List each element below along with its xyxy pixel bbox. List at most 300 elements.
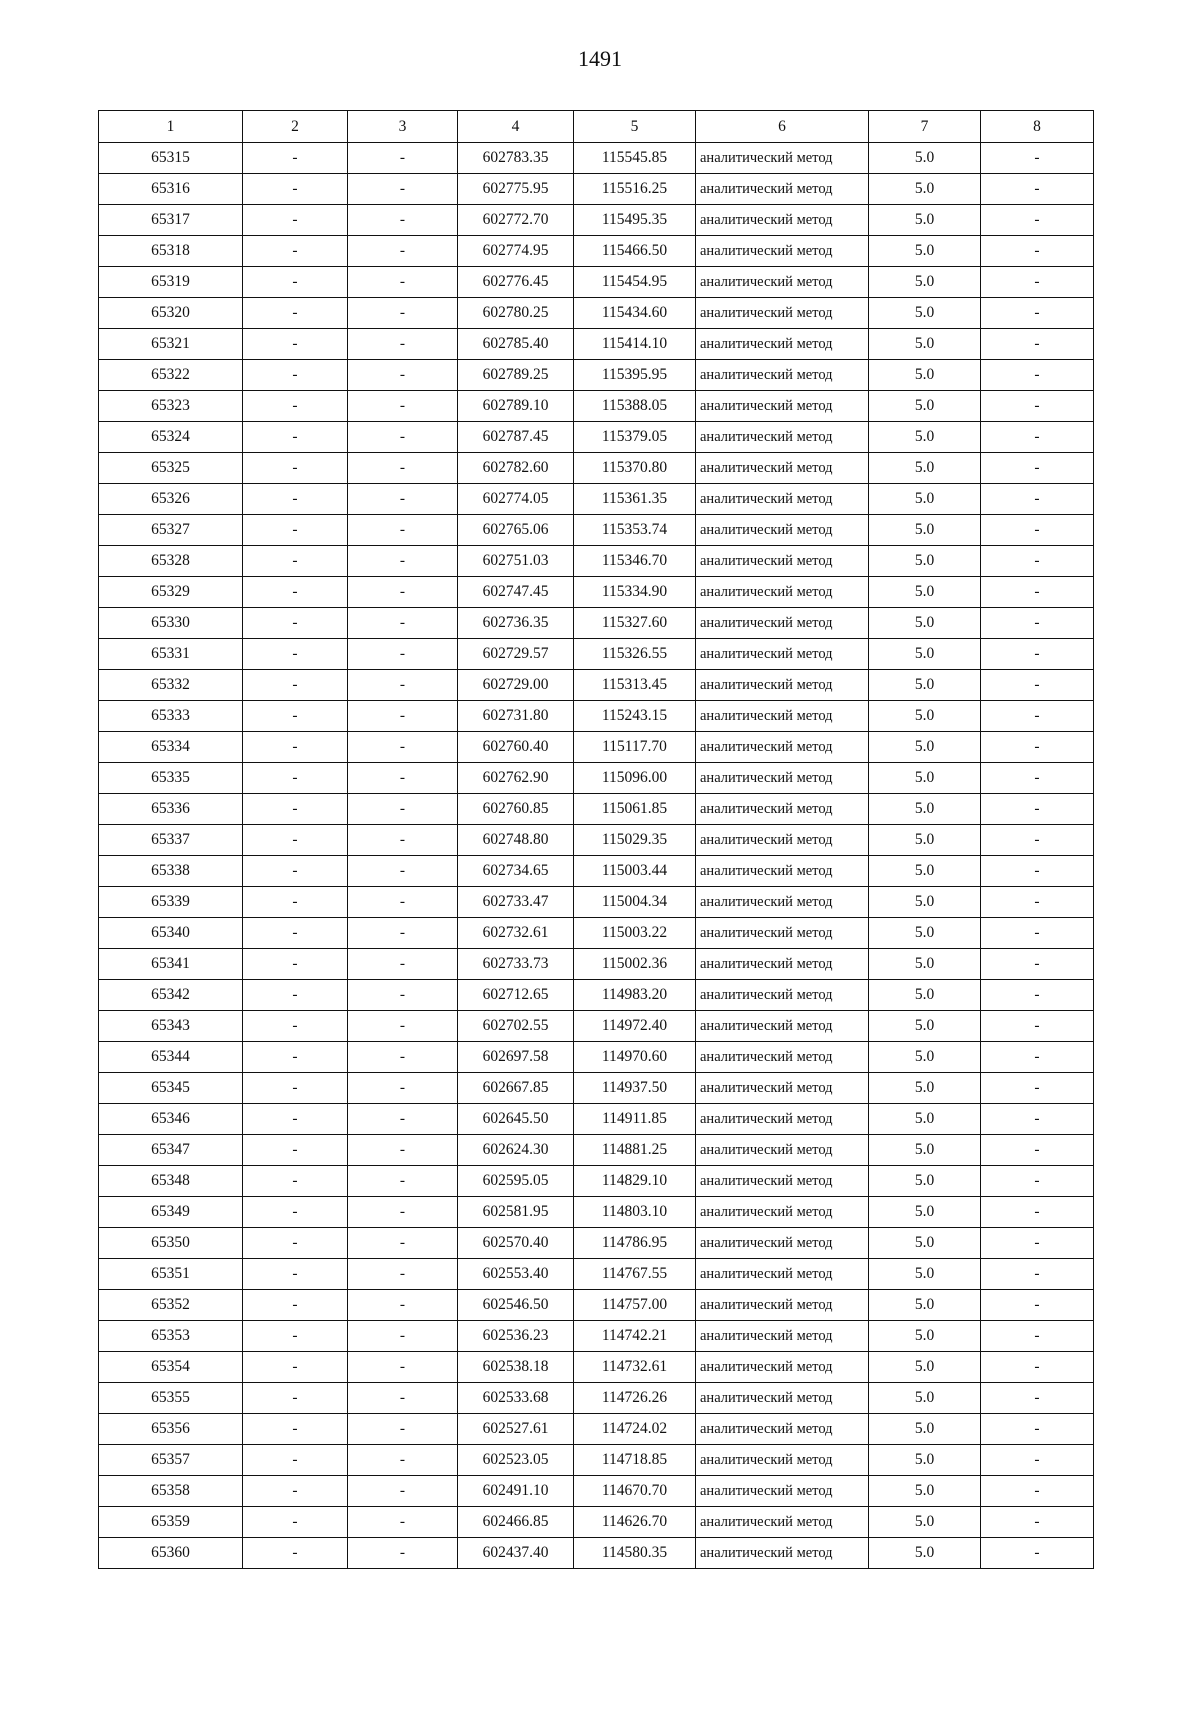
cell-column-8-value: - bbox=[981, 1259, 1094, 1290]
cell-x-coordinate: 602570.40 bbox=[458, 1228, 574, 1259]
cell-column-2-value: - bbox=[243, 1104, 348, 1135]
cell-y-coordinate: 114742.21 bbox=[574, 1321, 696, 1352]
cell-column-3-value: - bbox=[348, 1042, 458, 1073]
cell-column-2-value: - bbox=[243, 329, 348, 360]
cell-point-number: 65336 bbox=[99, 794, 243, 825]
cell-column-3-value: - bbox=[348, 143, 458, 174]
column-header-8: 8 bbox=[981, 111, 1094, 143]
cell-column-8-value: - bbox=[981, 1414, 1094, 1445]
cell-accuracy: 5.0 bbox=[869, 1104, 981, 1135]
cell-y-coordinate: 114726.26 bbox=[574, 1383, 696, 1414]
cell-y-coordinate: 114670.70 bbox=[574, 1476, 696, 1507]
cell-x-coordinate: 602731.80 bbox=[458, 701, 574, 732]
cell-x-coordinate: 602760.40 bbox=[458, 732, 574, 763]
cell-method: аналитический метод bbox=[696, 205, 869, 236]
column-header-2: 2 bbox=[243, 111, 348, 143]
cell-accuracy: 5.0 bbox=[869, 143, 981, 174]
cell-accuracy: 5.0 bbox=[869, 608, 981, 639]
cell-method: аналитический метод bbox=[696, 1197, 869, 1228]
cell-method: аналитический метод bbox=[696, 267, 869, 298]
table-row bbox=[99, 453, 1094, 484]
cell-column-3-value: - bbox=[348, 980, 458, 1011]
cell-column-3-value: - bbox=[348, 763, 458, 794]
cell-y-coordinate: 115495.35 bbox=[574, 205, 696, 236]
cell-column-3-value: - bbox=[348, 701, 458, 732]
cell-x-coordinate: 602729.00 bbox=[458, 670, 574, 701]
cell-x-coordinate: 602780.25 bbox=[458, 298, 574, 329]
table-row bbox=[99, 546, 1094, 577]
cell-column-8-value: - bbox=[981, 1352, 1094, 1383]
cell-column-8-value: - bbox=[981, 329, 1094, 360]
cell-column-3-value: - bbox=[348, 329, 458, 360]
cell-column-2-value: - bbox=[243, 174, 348, 205]
cell-y-coordinate: 114803.10 bbox=[574, 1197, 696, 1228]
cell-column-2-value: - bbox=[243, 1476, 348, 1507]
cell-y-coordinate: 115327.60 bbox=[574, 608, 696, 639]
cell-y-coordinate: 115454.95 bbox=[574, 267, 696, 298]
cell-method: аналитический метод bbox=[696, 856, 869, 887]
cell-column-2-value: - bbox=[243, 422, 348, 453]
cell-y-coordinate: 115466.50 bbox=[574, 236, 696, 267]
cell-column-2-value: - bbox=[243, 887, 348, 918]
cell-column-2-value: - bbox=[243, 391, 348, 422]
cell-method: аналитический метод bbox=[696, 1042, 869, 1073]
cell-accuracy: 5.0 bbox=[869, 1228, 981, 1259]
cell-method: аналитический метод bbox=[696, 1352, 869, 1383]
cell-column-3-value: - bbox=[348, 422, 458, 453]
cell-column-2-value: - bbox=[243, 143, 348, 174]
cell-column-8-value: - bbox=[981, 577, 1094, 608]
table-row bbox=[99, 329, 1094, 360]
cell-point-number: 65348 bbox=[99, 1166, 243, 1197]
cell-accuracy: 5.0 bbox=[869, 949, 981, 980]
cell-point-number: 65334 bbox=[99, 732, 243, 763]
cell-x-coordinate: 602645.50 bbox=[458, 1104, 574, 1135]
table-row bbox=[99, 856, 1094, 887]
cell-column-2-value: - bbox=[243, 763, 348, 794]
cell-accuracy: 5.0 bbox=[869, 701, 981, 732]
table-header-row bbox=[99, 111, 1094, 143]
table-row bbox=[99, 1414, 1094, 1445]
cell-column-2-value: - bbox=[243, 577, 348, 608]
cell-column-2-value: - bbox=[243, 546, 348, 577]
cell-point-number: 65352 bbox=[99, 1290, 243, 1321]
cell-column-8-value: - bbox=[981, 1321, 1094, 1352]
cell-column-2-value: - bbox=[243, 670, 348, 701]
cell-column-2-value: - bbox=[243, 856, 348, 887]
cell-column-2-value: - bbox=[243, 1166, 348, 1197]
cell-y-coordinate: 115326.55 bbox=[574, 639, 696, 670]
cell-method: аналитический метод bbox=[696, 484, 869, 515]
cell-accuracy: 5.0 bbox=[869, 670, 981, 701]
cell-x-coordinate: 602774.95 bbox=[458, 236, 574, 267]
cell-x-coordinate: 602523.05 bbox=[458, 1445, 574, 1476]
cell-method: аналитический метод bbox=[696, 1135, 869, 1166]
cell-y-coordinate: 115395.95 bbox=[574, 360, 696, 391]
cell-y-coordinate: 115003.44 bbox=[574, 856, 696, 887]
cell-x-coordinate: 602527.61 bbox=[458, 1414, 574, 1445]
cell-column-8-value: - bbox=[981, 763, 1094, 794]
cell-y-coordinate: 115353.74 bbox=[574, 515, 696, 546]
cell-column-3-value: - bbox=[348, 732, 458, 763]
cell-column-8-value: - bbox=[981, 980, 1094, 1011]
cell-x-coordinate: 602785.40 bbox=[458, 329, 574, 360]
cell-column-3-value: - bbox=[348, 1507, 458, 1538]
cell-column-8-value: - bbox=[981, 484, 1094, 515]
cell-method: аналитический метод bbox=[696, 670, 869, 701]
cell-column-8-value: - bbox=[981, 515, 1094, 546]
cell-point-number: 65325 bbox=[99, 453, 243, 484]
table-row bbox=[99, 1042, 1094, 1073]
cell-column-8-value: - bbox=[981, 1135, 1094, 1166]
cell-column-3-value: - bbox=[348, 360, 458, 391]
cell-column-3-value: - bbox=[348, 298, 458, 329]
cell-method: аналитический метод bbox=[696, 1073, 869, 1104]
table-row bbox=[99, 205, 1094, 236]
cell-y-coordinate: 115003.22 bbox=[574, 918, 696, 949]
table-row bbox=[99, 1011, 1094, 1042]
cell-accuracy: 5.0 bbox=[869, 546, 981, 577]
cell-column-2-value: - bbox=[243, 1507, 348, 1538]
cell-column-8-value: - bbox=[981, 1507, 1094, 1538]
cell-method: аналитический метод bbox=[696, 236, 869, 267]
cell-column-2-value: - bbox=[243, 205, 348, 236]
cell-column-2-value: - bbox=[243, 1042, 348, 1073]
cell-x-coordinate: 602772.70 bbox=[458, 205, 574, 236]
cell-y-coordinate: 114937.50 bbox=[574, 1073, 696, 1104]
cell-point-number: 65330 bbox=[99, 608, 243, 639]
table-row bbox=[99, 1166, 1094, 1197]
table-row bbox=[99, 763, 1094, 794]
cell-accuracy: 5.0 bbox=[869, 1414, 981, 1445]
cell-column-3-value: - bbox=[348, 1135, 458, 1166]
cell-accuracy: 5.0 bbox=[869, 1321, 981, 1352]
cell-point-number: 65322 bbox=[99, 360, 243, 391]
cell-accuracy: 5.0 bbox=[869, 1197, 981, 1228]
cell-column-8-value: - bbox=[981, 794, 1094, 825]
cell-method: аналитический метод bbox=[696, 329, 869, 360]
cell-column-3-value: - bbox=[348, 1476, 458, 1507]
cell-column-8-value: - bbox=[981, 298, 1094, 329]
cell-point-number: 65323 bbox=[99, 391, 243, 422]
table-row bbox=[99, 484, 1094, 515]
cell-column-2-value: - bbox=[243, 1135, 348, 1166]
cell-column-8-value: - bbox=[981, 1445, 1094, 1476]
cell-column-2-value: - bbox=[243, 1445, 348, 1476]
table-row bbox=[99, 1538, 1094, 1569]
cell-column-3-value: - bbox=[348, 670, 458, 701]
cell-y-coordinate: 114911.85 bbox=[574, 1104, 696, 1135]
cell-accuracy: 5.0 bbox=[869, 1352, 981, 1383]
cell-column-3-value: - bbox=[348, 949, 458, 980]
cell-point-number: 65326 bbox=[99, 484, 243, 515]
cell-column-3-value: - bbox=[348, 1259, 458, 1290]
cell-x-coordinate: 602553.40 bbox=[458, 1259, 574, 1290]
cell-y-coordinate: 115029.35 bbox=[574, 825, 696, 856]
cell-accuracy: 5.0 bbox=[869, 515, 981, 546]
column-header-6: 6 bbox=[696, 111, 869, 143]
table-row bbox=[99, 360, 1094, 391]
table-row bbox=[99, 577, 1094, 608]
cell-method: аналитический метод bbox=[696, 608, 869, 639]
cell-column-8-value: - bbox=[981, 887, 1094, 918]
cell-accuracy: 5.0 bbox=[869, 360, 981, 391]
cell-column-8-value: - bbox=[981, 143, 1094, 174]
cell-column-3-value: - bbox=[348, 1445, 458, 1476]
cell-y-coordinate: 115379.05 bbox=[574, 422, 696, 453]
cell-x-coordinate: 602748.80 bbox=[458, 825, 574, 856]
cell-point-number: 65353 bbox=[99, 1321, 243, 1352]
cell-column-8-value: - bbox=[981, 174, 1094, 205]
cell-y-coordinate: 115313.45 bbox=[574, 670, 696, 701]
table-row bbox=[99, 918, 1094, 949]
cell-column-8-value: - bbox=[981, 360, 1094, 391]
cell-column-3-value: - bbox=[348, 267, 458, 298]
cell-column-3-value: - bbox=[348, 1352, 458, 1383]
cell-column-2-value: - bbox=[243, 267, 348, 298]
cell-point-number: 65321 bbox=[99, 329, 243, 360]
cell-column-2-value: - bbox=[243, 236, 348, 267]
cell-accuracy: 5.0 bbox=[869, 422, 981, 453]
cell-x-coordinate: 602789.25 bbox=[458, 360, 574, 391]
cell-column-8-value: - bbox=[981, 701, 1094, 732]
cell-point-number: 65350 bbox=[99, 1228, 243, 1259]
cell-column-8-value: - bbox=[981, 1383, 1094, 1414]
cell-y-coordinate: 115061.85 bbox=[574, 794, 696, 825]
cell-x-coordinate: 602789.10 bbox=[458, 391, 574, 422]
cell-column-3-value: - bbox=[348, 1197, 458, 1228]
cell-column-8-value: - bbox=[981, 856, 1094, 887]
cell-x-coordinate: 602536.23 bbox=[458, 1321, 574, 1352]
cell-column-3-value: - bbox=[348, 205, 458, 236]
cell-point-number: 65328 bbox=[99, 546, 243, 577]
column-header-4: 4 bbox=[458, 111, 574, 143]
cell-point-number: 65356 bbox=[99, 1414, 243, 1445]
cell-column-3-value: - bbox=[348, 887, 458, 918]
cell-column-8-value: - bbox=[981, 1290, 1094, 1321]
cell-x-coordinate: 602736.35 bbox=[458, 608, 574, 639]
cell-point-number: 65316 bbox=[99, 174, 243, 205]
cell-accuracy: 5.0 bbox=[869, 825, 981, 856]
table-row bbox=[99, 422, 1094, 453]
cell-column-8-value: - bbox=[981, 1538, 1094, 1569]
cell-column-2-value: - bbox=[243, 918, 348, 949]
table-row bbox=[99, 980, 1094, 1011]
cell-column-8-value: - bbox=[981, 453, 1094, 484]
cell-column-3-value: - bbox=[348, 918, 458, 949]
cell-x-coordinate: 602533.68 bbox=[458, 1383, 574, 1414]
cell-column-2-value: - bbox=[243, 1259, 348, 1290]
table-row bbox=[99, 1383, 1094, 1414]
cell-point-number: 65333 bbox=[99, 701, 243, 732]
cell-y-coordinate: 114972.40 bbox=[574, 1011, 696, 1042]
cell-column-8-value: - bbox=[981, 1104, 1094, 1135]
table-row bbox=[99, 608, 1094, 639]
cell-accuracy: 5.0 bbox=[869, 980, 981, 1011]
cell-y-coordinate: 115434.60 bbox=[574, 298, 696, 329]
cell-accuracy: 5.0 bbox=[869, 298, 981, 329]
cell-point-number: 65347 bbox=[99, 1135, 243, 1166]
table-row bbox=[99, 825, 1094, 856]
cell-y-coordinate: 114580.35 bbox=[574, 1538, 696, 1569]
cell-method: аналитический метод bbox=[696, 639, 869, 670]
cell-column-8-value: - bbox=[981, 918, 1094, 949]
cell-accuracy: 5.0 bbox=[869, 1135, 981, 1166]
cell-method: аналитический метод bbox=[696, 1538, 869, 1569]
cell-y-coordinate: 114983.20 bbox=[574, 980, 696, 1011]
cell-column-8-value: - bbox=[981, 670, 1094, 701]
cell-method: аналитический метод bbox=[696, 794, 869, 825]
cell-point-number: 65349 bbox=[99, 1197, 243, 1228]
table-row bbox=[99, 1507, 1094, 1538]
cell-column-8-value: - bbox=[981, 825, 1094, 856]
cell-x-coordinate: 602466.85 bbox=[458, 1507, 574, 1538]
cell-point-number: 65331 bbox=[99, 639, 243, 670]
cell-point-number: 65332 bbox=[99, 670, 243, 701]
cell-x-coordinate: 602697.58 bbox=[458, 1042, 574, 1073]
table-row bbox=[99, 732, 1094, 763]
cell-column-8-value: - bbox=[981, 236, 1094, 267]
column-header-7: 7 bbox=[869, 111, 981, 143]
cell-column-8-value: - bbox=[981, 1197, 1094, 1228]
cell-method: аналитический метод bbox=[696, 1166, 869, 1197]
cell-point-number: 65340 bbox=[99, 918, 243, 949]
cell-point-number: 65329 bbox=[99, 577, 243, 608]
cell-x-coordinate: 602437.40 bbox=[458, 1538, 574, 1569]
cell-point-number: 65341 bbox=[99, 949, 243, 980]
cell-method: аналитический метод bbox=[696, 825, 869, 856]
cell-column-3-value: - bbox=[348, 236, 458, 267]
cell-accuracy: 5.0 bbox=[869, 1166, 981, 1197]
cell-column-8-value: - bbox=[981, 1073, 1094, 1104]
table-row bbox=[99, 236, 1094, 267]
cell-y-coordinate: 115545.85 bbox=[574, 143, 696, 174]
table-row bbox=[99, 639, 1094, 670]
cell-x-coordinate: 602732.61 bbox=[458, 918, 574, 949]
cell-y-coordinate: 114786.95 bbox=[574, 1228, 696, 1259]
cell-column-2-value: - bbox=[243, 1414, 348, 1445]
cell-point-number: 65339 bbox=[99, 887, 243, 918]
cell-column-2-value: - bbox=[243, 1321, 348, 1352]
cell-method: аналитический метод bbox=[696, 174, 869, 205]
cell-accuracy: 5.0 bbox=[869, 732, 981, 763]
cell-column-3-value: - bbox=[348, 453, 458, 484]
table-row bbox=[99, 1476, 1094, 1507]
cell-accuracy: 5.0 bbox=[869, 484, 981, 515]
cell-accuracy: 5.0 bbox=[869, 1073, 981, 1104]
cell-column-3-value: - bbox=[348, 484, 458, 515]
cell-x-coordinate: 602782.60 bbox=[458, 453, 574, 484]
cell-accuracy: 5.0 bbox=[869, 1042, 981, 1073]
cell-method: аналитический метод bbox=[696, 1321, 869, 1352]
cell-y-coordinate: 114724.02 bbox=[574, 1414, 696, 1445]
table-row bbox=[99, 887, 1094, 918]
cell-column-3-value: - bbox=[348, 546, 458, 577]
cell-point-number: 65351 bbox=[99, 1259, 243, 1290]
cell-column-3-value: - bbox=[348, 1414, 458, 1445]
cell-y-coordinate: 115243.15 bbox=[574, 701, 696, 732]
table-row bbox=[99, 1228, 1094, 1259]
cell-method: аналитический метод bbox=[696, 918, 869, 949]
cell-x-coordinate: 602595.05 bbox=[458, 1166, 574, 1197]
cell-point-number: 65319 bbox=[99, 267, 243, 298]
cell-column-3-value: - bbox=[348, 1011, 458, 1042]
cell-column-3-value: - bbox=[348, 577, 458, 608]
cell-x-coordinate: 602546.50 bbox=[458, 1290, 574, 1321]
cell-point-number: 65318 bbox=[99, 236, 243, 267]
cell-accuracy: 5.0 bbox=[869, 453, 981, 484]
cell-column-2-value: - bbox=[243, 1352, 348, 1383]
cell-x-coordinate: 602776.45 bbox=[458, 267, 574, 298]
cell-y-coordinate: 115516.25 bbox=[574, 174, 696, 205]
cell-accuracy: 5.0 bbox=[869, 329, 981, 360]
cell-column-2-value: - bbox=[243, 484, 348, 515]
table-row bbox=[99, 949, 1094, 980]
cell-point-number: 65327 bbox=[99, 515, 243, 546]
cell-column-3-value: - bbox=[348, 794, 458, 825]
cell-method: аналитический метод bbox=[696, 887, 869, 918]
cell-column-3-value: - bbox=[348, 856, 458, 887]
cell-y-coordinate: 115346.70 bbox=[574, 546, 696, 577]
cell-method: аналитический метод bbox=[696, 1383, 869, 1414]
cell-column-8-value: - bbox=[981, 205, 1094, 236]
cell-column-3-value: - bbox=[348, 1073, 458, 1104]
cell-method: аналитический метод bbox=[696, 732, 869, 763]
cell-point-number: 65360 bbox=[99, 1538, 243, 1569]
cell-column-3-value: - bbox=[348, 1538, 458, 1569]
cell-column-2-value: - bbox=[243, 298, 348, 329]
cell-x-coordinate: 602712.65 bbox=[458, 980, 574, 1011]
cell-method: аналитический метод bbox=[696, 422, 869, 453]
cell-y-coordinate: 114718.85 bbox=[574, 1445, 696, 1476]
cell-x-coordinate: 602667.85 bbox=[458, 1073, 574, 1104]
cell-accuracy: 5.0 bbox=[869, 1383, 981, 1414]
cell-point-number: 65346 bbox=[99, 1104, 243, 1135]
coordinates-table-container bbox=[98, 110, 1094, 1569]
cell-column-2-value: - bbox=[243, 608, 348, 639]
column-header-5: 5 bbox=[574, 111, 696, 143]
cell-x-coordinate: 602624.30 bbox=[458, 1135, 574, 1166]
cell-y-coordinate: 115388.05 bbox=[574, 391, 696, 422]
cell-accuracy: 5.0 bbox=[869, 794, 981, 825]
cell-point-number: 65345 bbox=[99, 1073, 243, 1104]
cell-point-number: 65324 bbox=[99, 422, 243, 453]
cell-column-2-value: - bbox=[243, 639, 348, 670]
cell-method: аналитический метод bbox=[696, 701, 869, 732]
cell-y-coordinate: 114757.00 bbox=[574, 1290, 696, 1321]
cell-method: аналитический метод bbox=[696, 360, 869, 391]
cell-column-2-value: - bbox=[243, 980, 348, 1011]
column-header-3: 3 bbox=[348, 111, 458, 143]
cell-x-coordinate: 602581.95 bbox=[458, 1197, 574, 1228]
cell-point-number: 65359 bbox=[99, 1507, 243, 1538]
cell-point-number: 65355 bbox=[99, 1383, 243, 1414]
table-row bbox=[99, 701, 1094, 732]
cell-y-coordinate: 114732.61 bbox=[574, 1352, 696, 1383]
cell-accuracy: 5.0 bbox=[869, 174, 981, 205]
cell-method: аналитический метод bbox=[696, 1476, 869, 1507]
cell-column-2-value: - bbox=[243, 515, 348, 546]
cell-point-number: 65320 bbox=[99, 298, 243, 329]
cell-y-coordinate: 114767.55 bbox=[574, 1259, 696, 1290]
table-row bbox=[99, 174, 1094, 205]
table-body bbox=[99, 143, 1094, 1569]
cell-point-number: 65337 bbox=[99, 825, 243, 856]
cell-point-number: 65358 bbox=[99, 1476, 243, 1507]
cell-column-8-value: - bbox=[981, 1476, 1094, 1507]
cell-method: аналитический метод bbox=[696, 143, 869, 174]
cell-column-2-value: - bbox=[243, 360, 348, 391]
